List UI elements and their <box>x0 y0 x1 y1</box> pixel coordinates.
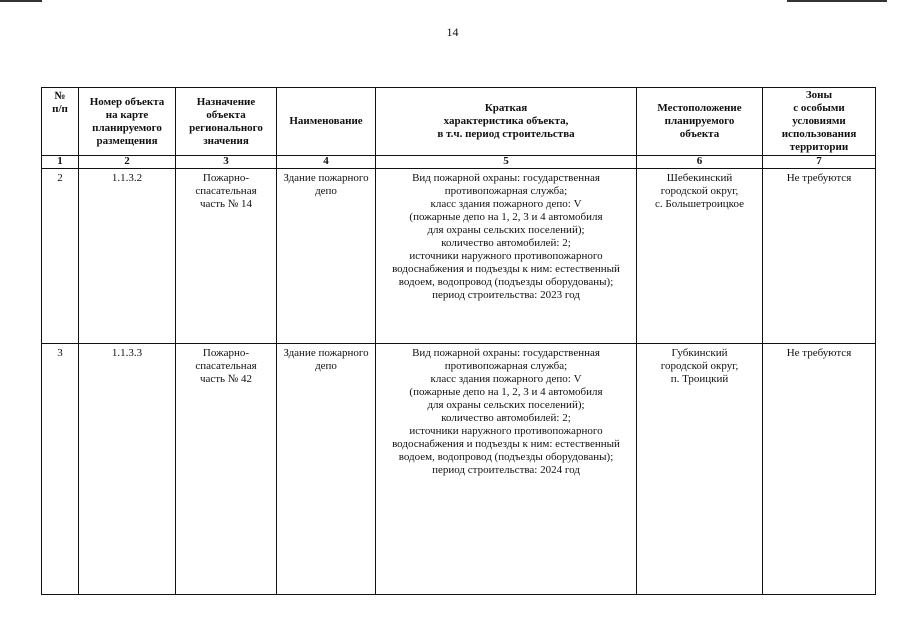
row-map-number: 1.1.3.3 <box>79 344 176 595</box>
header-zones: Зоны с особыми условиями использования территории <box>763 88 876 156</box>
row-purpose: Пожарно- спасательная часть № 14 <box>176 169 277 344</box>
header-map-number: Номер объекта на карте планируемого размещения <box>79 88 176 156</box>
row-num: 2 <box>42 169 79 344</box>
scan-edge-mark-left <box>0 0 42 2</box>
regional-objects-table <box>41 87 876 595</box>
row-name: Здание пожарного депо <box>277 169 376 344</box>
scan-edge-mark-right <box>787 0 887 2</box>
row-characteristics: Вид пожарной охраны: государственная противопожарная служба; класс здания пожарного депо: V (пожарные депо на 1, 2, 3 и 4 автомобиля для охраны сельских поселений); количество автомобилей: 2; источники наружного противопожарного водоснабжения и подъезды к ним: естественный водоем, водопровод (подъезды оборудованы); период строительства: 2024 год <box>376 344 637 595</box>
row-name: Здание пожарного депо <box>277 344 376 595</box>
row-characteristics: Вид пожарной охраны: государственная противопожарная служба; класс здания пожарного депо: V (пожарные депо на 1, 2, 3 и 4 автомобиля для охраны сельских поселений); количество автомобилей: 2; источники наружного противопожарного водоснабжения и подъезды к ним: естественный водоем, водопровод (подъезды оборудованы); период строительства: 2023 год <box>376 169 637 344</box>
column-number: 6 <box>637 156 763 169</box>
page-number: 14 <box>446 25 459 39</box>
column-number: 1 <box>42 156 79 169</box>
header-name: Наименование <box>277 88 376 156</box>
row-zones: Не требуются <box>763 169 876 344</box>
row-map-number: 1.1.3.2 <box>79 169 176 344</box>
column-number: 7 <box>763 156 876 169</box>
row-purpose: Пожарно- спасательная часть № 42 <box>176 344 277 595</box>
row-location: Шебекинский городской округ, с. Большетроицкое <box>637 169 763 344</box>
column-number: 5 <box>376 156 637 169</box>
header-num: № п/п <box>42 88 79 156</box>
header-characteristics: Краткая характеристика объекта, в т.ч. период строительства <box>376 88 637 156</box>
column-number: 2 <box>79 156 176 169</box>
column-number: 4 <box>277 156 376 169</box>
column-number: 3 <box>176 156 277 169</box>
row-num: 3 <box>42 344 79 595</box>
table-row <box>42 344 876 595</box>
row-zones: Не требуются <box>763 344 876 595</box>
header-location: Местоположение планируемого объекта <box>637 88 763 156</box>
column-number-row <box>42 156 876 169</box>
header-row <box>42 88 876 156</box>
header-purpose: Назначение объекта регионального значения <box>176 88 277 156</box>
row-location: Губкинский городской округ, п. Троицкий <box>637 344 763 595</box>
table-row <box>42 169 876 344</box>
